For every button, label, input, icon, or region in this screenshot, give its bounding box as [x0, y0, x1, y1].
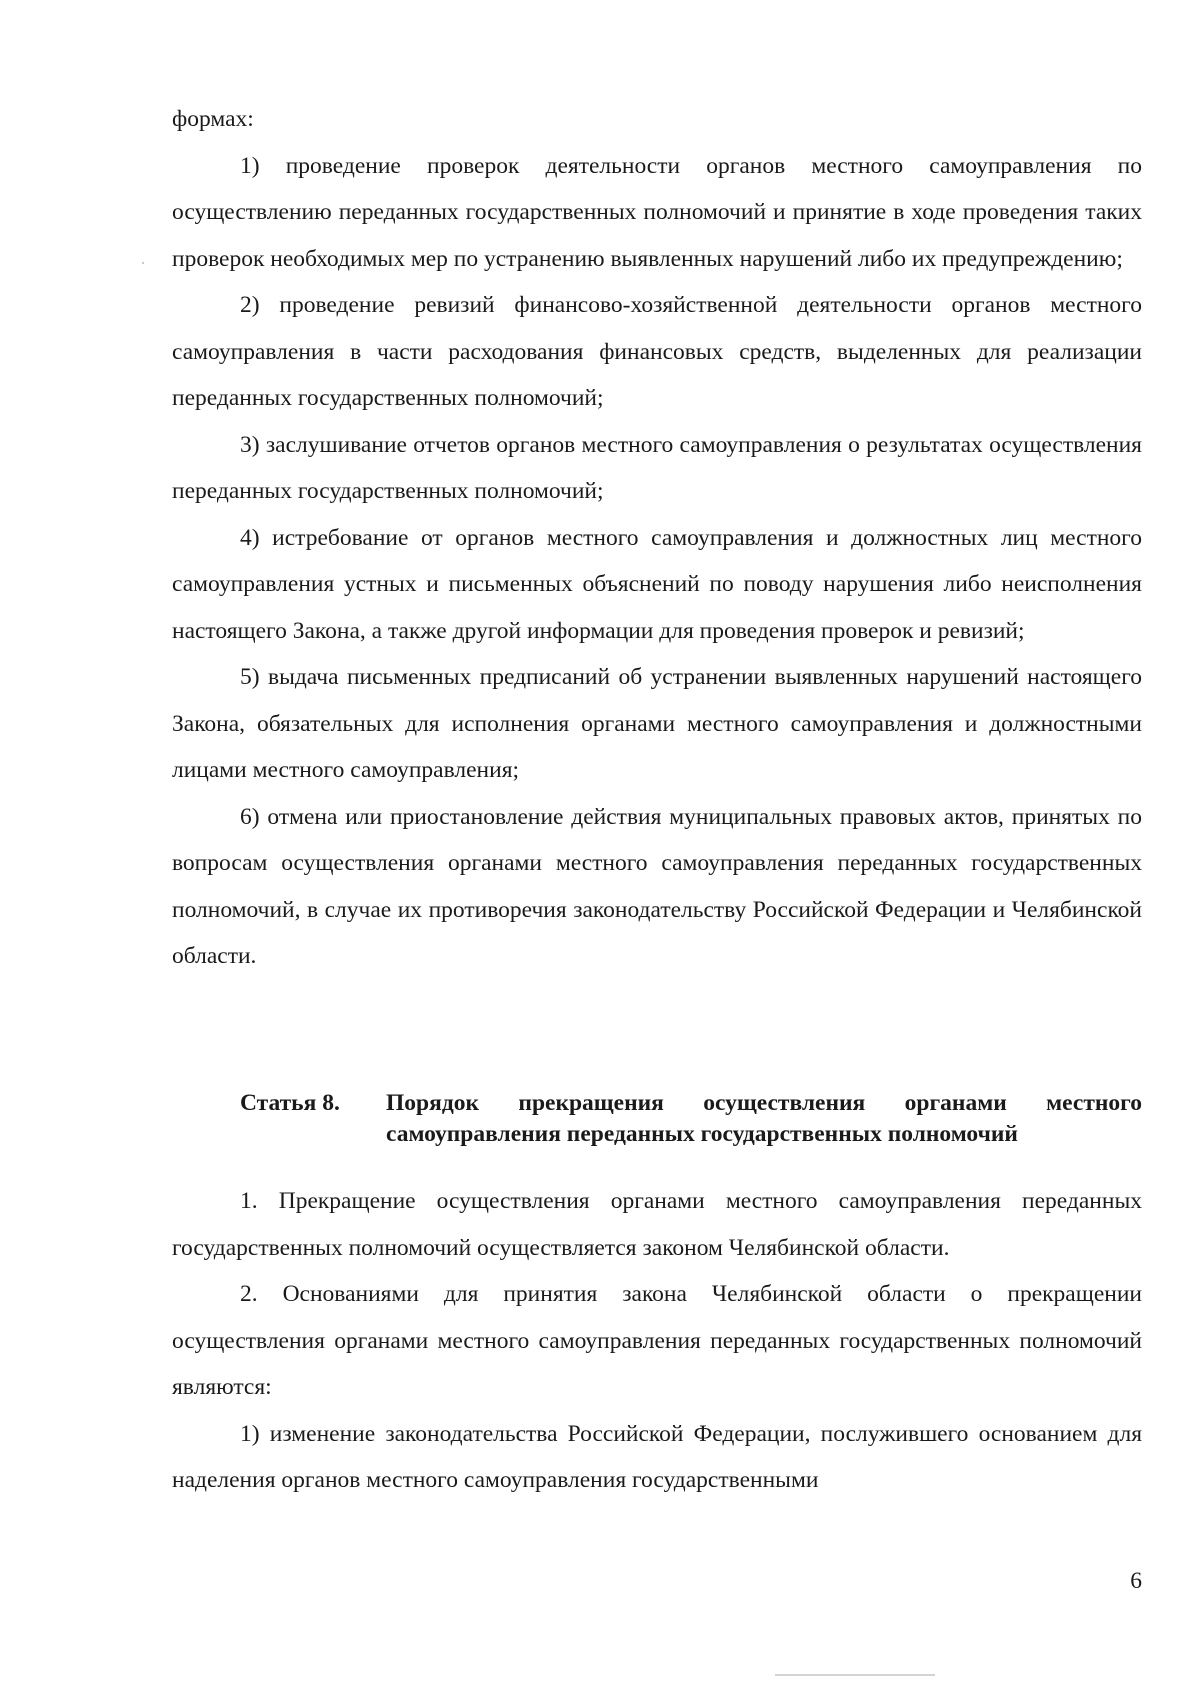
bottom-text-block	[172, 1178, 1142, 1504]
article-number: Статья 8.	[240, 1090, 340, 1116]
paragraph: 5) выдача письменных предписаний об устранении выявленных нарушений настоящего Закона, обязательных для исполнения органами местного самоуправления и должностными лицами местного самоуправления;	[172, 664, 1142, 783]
top-text-block	[172, 96, 1142, 980]
paragraph: 1) изменение законодательства Российской Федерации, послужившего основанием для наделения органов местного самоуправления государственными	[172, 1420, 1142, 1493]
scan-artifact	[142, 262, 144, 264]
paragraph: формах:	[172, 106, 254, 132]
paragraph: 1) проведение проверок деятельности органов местного самоуправления по осуществлению переданных государственных полномочий и принятие в ходе проведения таких проверок необходимых мер по устранению выявленных нарушений либо их предупреждению;	[172, 152, 1142, 272]
paragraph: 2) проведение ревизий финансово-хозяйственной деятельности органов местного самоуправления в части расходования финансовых средств, выделенных для реализации переданных государственных полномочий;	[172, 292, 1142, 411]
paragraph: 4) истребование от органов местного самоуправления и должностных лиц местного самоуправления устных и письменных объяснений по поводу нарушения либо неисполнения настоящего Закона, а также другой информации для проведения проверок и ревизий;	[172, 524, 1142, 644]
paragraph: 3) заслушивание отчетов органов местного самоуправления о результатах осуществления переданных государственных полномочий;	[172, 431, 1142, 504]
paragraph: 1. Прекращение осуществления органами местного самоуправления переданных государственных полномочий осуществляется законом Челябинской области.	[172, 1188, 1142, 1261]
scan-artifact	[775, 1674, 935, 1676]
article-title: Порядок прекращения осуществления органами местного самоуправления переданных государственных полномочий	[386, 1090, 1142, 1147]
paragraph: 6) отмена или приостановление действия муниципальных правовых актов, принятых по вопросам осуществления органами местного самоуправления переданных государственных полномочий, в случае их противоречия законодательству Российской Федерации и Челябинской области.	[172, 803, 1142, 969]
article-heading	[240, 1088, 1142, 1150]
paragraph: 2. Основаниями для принятия закона Челябинской области о прекращении осуществления органами местного самоуправления переданных государственных полномочий являются:	[172, 1281, 1142, 1400]
page-number: 6	[1130, 1568, 1142, 1594]
